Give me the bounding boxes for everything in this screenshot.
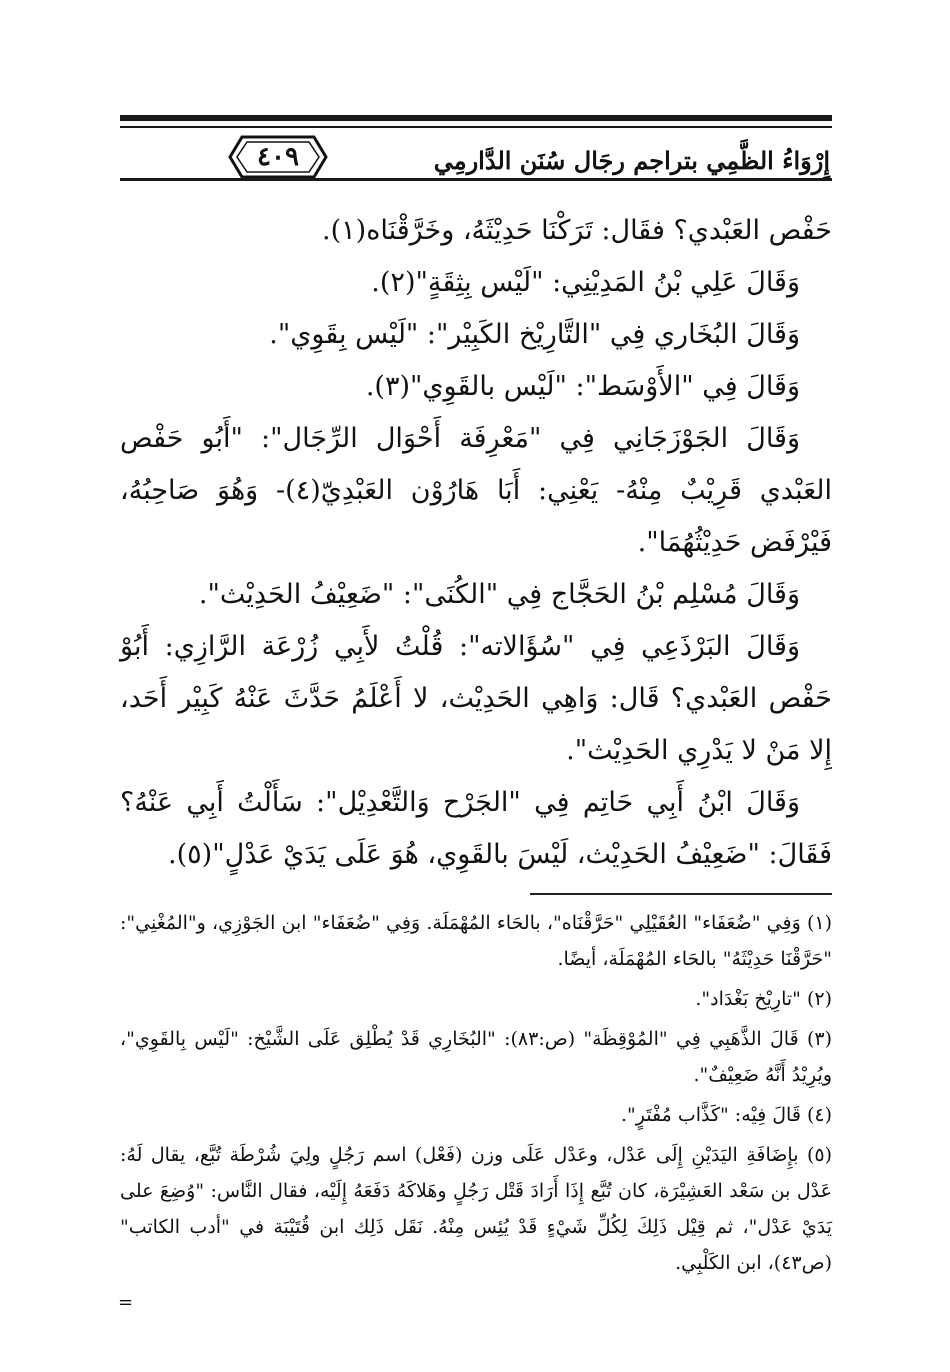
footnote: (٣) قَالَ الذَّهَبِي فِي "المُوْقِظَة" (ص:٨٣): "البُخَارِي قَدْ يُطْلِق عَلَى الشَّيْخ: "لَيْس بِالقَوِي"، ويُرِيْدُ أَنَّهُ ضَعِيْفٌ". [120,1028,833,1086]
footnote: (٥) بإِضَافَةِ اليَدَيْنِ إِلَى عَدْل، وعَدْل عَلَى وزن (فَعْل) اسم رَجُلٍ ولِيَ شُرْطَة تُبَّع، يقال لَهُ: عَدْل بن سَعْد العَشِيْرَة، كان تُبَّع إِذَا أَرَادَ قَتْل رَجُلٍ وهَلاكَهُ دَفَعَهُ إِلَيْه، فقال النَّاس: "وُضِعَ على يَدَيْ عَدْل"، ثم قِيْل ذَلِكَ لِكُلِّ شَيْءٍ قَدْ يُئِس مِنْهُ. نَقَل ذَلِك ابن قُتَيْبَة في "أدب الكاتب" (ص٤٣)، ابن الكَلْبِي. [120,1144,832,1274]
footnote: (٢) "تارِيْخ بَغْدَاد". [695,988,832,1010]
paragraph: حَفْص العَبْدي؟ فقَال: تَرَكْنَا حَدِيْثَهُ، وخَرَّقْنَاه(١). [322,215,832,246]
header-rule-thin [120,126,832,128]
end-mark: = [118,1292,134,1313]
main-text [120,205,832,881]
paragraph: وَقَالَ البَرْذَعِي فِي "سُؤَالاته": قُلْتُ لأَبِي زُرْعَة الرَّازِي: أَبُوْ حَفْص العَبْدي؟ قَال: وَاهِي الحَدِيْث، لا أَعْلَمُ حَدَّثَ عَنْهُ كَبِيْر أَحَد، إِلا مَنْ لا يَدْرِي الحَدِيْث". [120,631,832,766]
paragraph: وَقَالَ البُخَاري فِي "التَّارِيْخ الكَبِيْر": "لَيْس بِقَوِي". [269,319,800,350]
footnote: (١) وَفِي "ضُعَفَاء" العُقَيْلِي "حَرَّقْنَاه"، بالحَاء المُهْمَلَة. وَفِي "ضُعَفَاء" ابن الجَوْزِي، و"المُغْنِي": "حَرَّقْنَا حَدِيْثَهُ" بالحَاء المُهْمَلَة، أيضًا. [120,912,832,970]
header-rule-thick [120,115,832,121]
running-title: إِرْوَاءُ الظَّمِي بتراجم رجَال سُنَن الدَّارمِي [433,146,830,175]
header-rule-bottom [120,178,832,181]
footnote-separator [530,893,832,895]
footnote: (٤) قَالَ فِيْه: "كَذَّاب مُفْتَرٍ". [621,1104,832,1126]
page-number-badge [228,135,328,179]
paragraph: وَقَالَ عَلِي بْنُ المَدِيْنِي: "لَيْس بِثِقَةٍ"(٢). [371,267,800,298]
paragraph: وَقَالَ فِي "الأَوْسَط": "لَيْس بالقَوِي"(٣). [365,371,800,402]
page-number: ٤٠٩ [257,142,299,172]
paragraph: وَقَالَ ابْنُ أَبِي حَاتِم فِي "الجَرْح وَالتَّعْدِيْل": سَأَلْتُ أَبِي عَنْهُ؟ فَقَالَ: "ضَعِيْفُ الحَدِيْث، لَيْسَ بالقَوِي، هُوَ عَلَى يَدَيْ عَدْلٍ"(٥). [120,787,832,870]
footnotes [120,905,832,1285]
paragraph: وَقَالَ مُسْلِم بْنُ الحَجَّاج فِي "الكُنَى": "ضَعِيْفُ الحَدِيْث". [198,579,800,610]
paragraph: وَقَالَ الجَوْزَجَانِي فِي "مَعْرِفَة أَحْوَال الرِّجَال": "أَبُو حَفْص العَبْدي قَرِيْبٌ مِنْهُ- يَعْنِي: أَبَا هَارُوْن العَبْدِيّ(٤)- وَهُوَ صَاحِبُهُ، فَيْرْفَض حَدِيْثُهُمَا". [120,423,832,558]
